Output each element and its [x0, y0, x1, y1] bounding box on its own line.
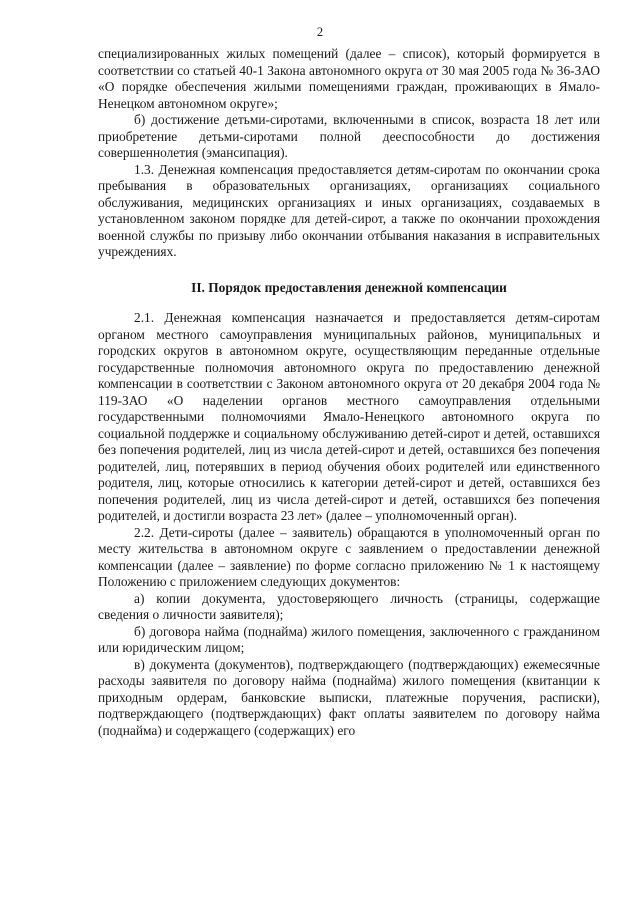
section-title: II. Порядок предоставления денежной компенсации	[191, 279, 507, 295]
paragraph-item-b-contract: б) договора найма (поднайма) жилого помещения, заключенного с гражданином или юридическим лицом;	[98, 623, 600, 655]
paragraph-1-3: 1.3. Денежная компенсация предоставляется детям-сиротам по окончании срока пребывания в образовательных организациях, организациях социального обслуживания, медицинских организациях и иных организациях, создаваемых в установленном законом порядке для детей-сирот, а также по окончании прохождения военной службы по призыву либо окончании отбывания наказания в исправительных учреждениях.	[98, 161, 600, 259]
paragraph-item-b: б) достижение детьми-сиротами, включенными в список, возраста 18 лет или приобретение детьми-сиротами полной дееспособности до достижения совершеннолетия (эмансипация).	[98, 112, 600, 160]
paragraph-item-a: а) копии документа, удостоверяющего личность (страницы, содержащие сведения о личности заявителя);	[98, 590, 600, 622]
paragraph-2-1: 2.1. Денежная компенсация назначается и предоставляется детям-сиротам органом местного самоуправления муниципальных районов, муниципальных и городских округов в автономном округе, осуществляющим переданные отдельные государственные полномочия автономного округа по предоставлению денежной компенсации в соответствии с Законом автономного округа от 20 декабря 2004 года № 119-ЗАО «О наделении органов местного самоуправления отдельными государственными полномочиями Ямало-Ненецкого автономного округа по социальной поддержке и социальному обслуживанию детей-сирот и детей, оставшихся без попечения родителей, лиц из числа детей-сирот и детей, оставшихся без попечения родителей, лиц, потерявших в период обучения обоих родителей или единственного родителя, лиц, которые относились к категории детей-сирот и детей, оставшихся без попечения родителей, лиц из числа детей-сирот и детей, оставшихся без попечения родителей, и достигли возраста 23 лет» (далее – уполномоченный орган).	[98, 310, 600, 523]
page-number: 2	[316, 25, 324, 39]
paragraph-2-2: 2.2. Дети-сироты (далее – заявитель) обращаются в уполномоченный орган по месту жительства в автономном округе с заявлением о предоставлении денежной компенсации (далее – заявление) по форме согласно приложению № 1 к настоящему Положению с приложением следующих документов:	[98, 524, 600, 589]
document-body	[98, 46, 600, 739]
paragraph-item-v: в) документа (документов), подтверждающего (подтверждающих) ежемесячные расходы заявителя по договору найма (поднайма) жилого помещения (квитанции к приходным ордерам, банковские выписки, платежные поручения, расписки), подтверждающего (подтверждающих) факт оплаты заявителем по договору найма (поднайма) и содержащего (содержащих) его	[98, 656, 600, 738]
paragraph-list-definition: специализированных жилых помещений (далее – список), который формируется в соответствии со статьей 40-1 Закона автономного округа от 30 мая 2005 года № 36-ЗАО «О порядке обеспечения жилыми помещениями граждан, проживающих в Ямало-Ненецком автономном округе»;	[98, 46, 600, 111]
